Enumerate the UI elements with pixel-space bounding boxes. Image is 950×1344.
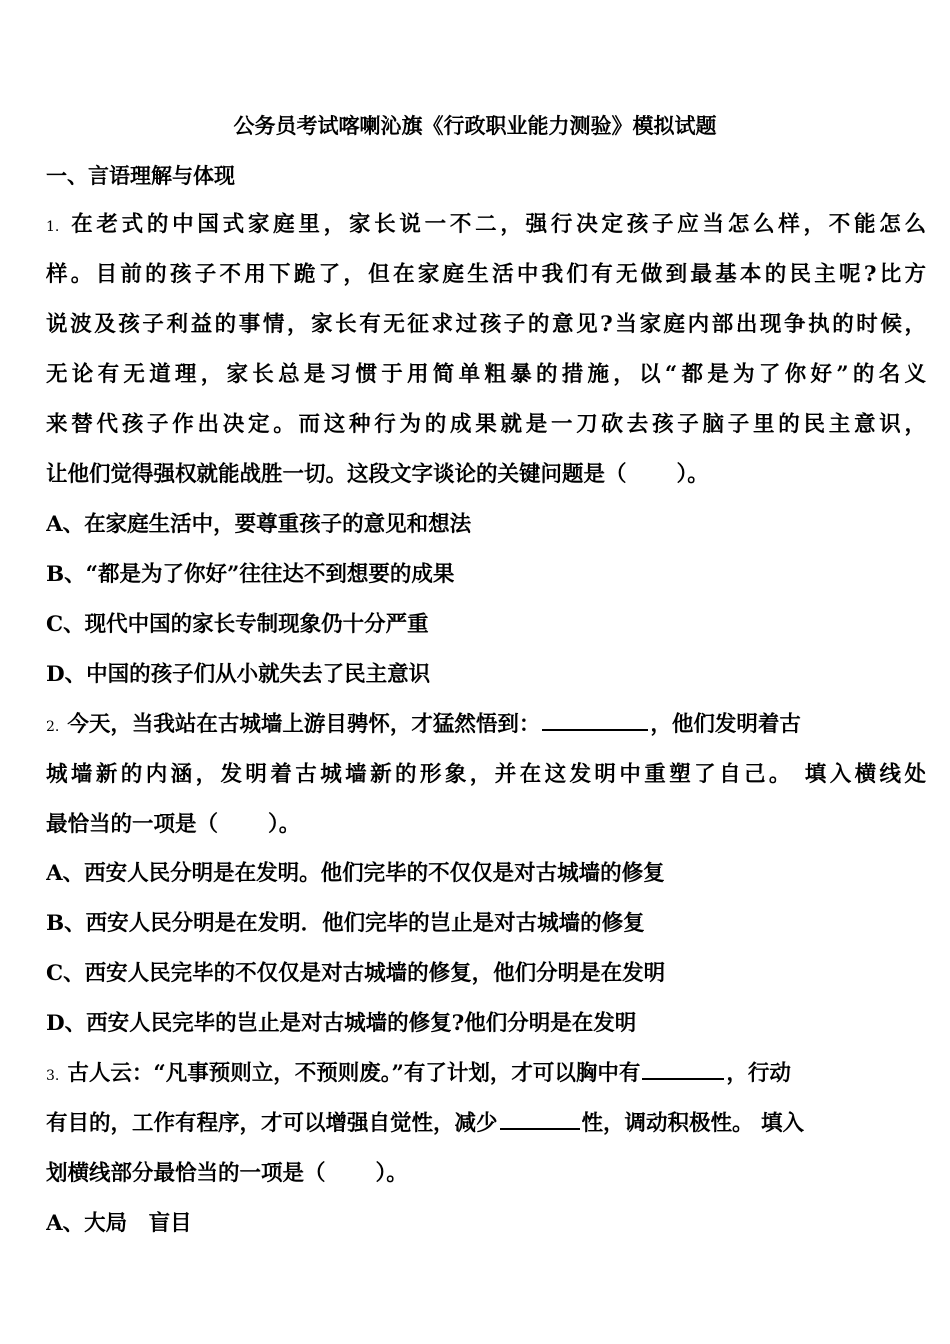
question-2-line-3: 最恰当的一项是（ ）。 [46,812,301,837]
question-2-option-c: C、西安人民完毕的不仅仅是对古城墙的修复，他们分明是在发明 [46,961,666,986]
question-1-option-d: D、中国的孩子们从小就失去了民主意识 [46,662,431,687]
question-2-option-a: A、西安人民分明是在发明。他们完毕的不仅仅是对古城墙的修复 [46,861,665,886]
question-2-line-1: 2. 今天，当我站在古城墙上游目骋怀，才猛然悟到： ，他们发明着古 [46,708,926,744]
question-2-option-d: D、西安人民完毕的岂止是对古城墙的修复?他们分明是在发明 [46,1011,637,1036]
question-1-line-5: 来替代孩子作出决定。而这种行为的成果就是一刀砍去孩子脑子里的民主意识， [46,412,926,437]
question-3-number: 3. [46,1068,60,1084]
fill-blank [500,1108,580,1130]
question-1-line-6: 让他们觉得强权就能战胜一切。这段文字谈论的关键问题是（ ）。 [46,462,709,487]
question-3-line-2: 有目的，工作有程序，才可以增强自觉性，减少 性，调动积极性。 填入 [46,1107,926,1141]
question-3-option-a: A、大局 盲目 [46,1211,192,1236]
fill-blank [542,709,648,731]
question-2-line-2: 城墙新的内涵，发明着古城墙新的形象，并在这发明中重塑了自己。 填入横线处 [46,762,926,787]
fill-blank [642,1058,724,1080]
question-1-option-b: B、“都是为了你好”往往达不到想要的成果 [46,562,455,587]
question-1-line-2: 样。目前的孩子不用下跪了，但在家庭生活中我们有无做到最基本的民主呢?比方 [46,262,926,287]
question-1-line-3: 说波及孩子利益的事情，家长有无征求过孩子的意见?当家庭内部出现争执的时候， [46,312,926,337]
question-1-line-4: 无论有无道理，家长总是习惯于用简单粗暴的措施，以“都是为了你好”的名义 [46,362,926,387]
question-2-number: 2. [46,719,60,735]
page-title: 公务员考试喀喇沁旗《行政职业能力测验》模拟试题 [233,113,717,138]
question-1-option-a: A、在家庭生活中，要尊重孩子的意见和想法 [46,512,472,537]
question-3-line-1: 3. 古人云：“凡事预则立，不预则废。”有了计划，才可以胸中有 ，行动 [46,1057,926,1093]
question-1-option-c: C、现代中国的家长专制现象仍十分严重 [46,612,429,637]
question-1-line-1: 1. 在老式的中国式家庭里，家长说一不二，强行决定孩子应当怎么样，不能怎么 [46,212,926,237]
question-3-line-3: 划横线部分最恰当的一项是（ ）。 [46,1161,408,1186]
question-1-number: 1. [46,219,60,235]
section-heading: 一、言语理解与体现 [46,163,235,188]
question-2-option-b: B、西安人民分明是在发明．他们完毕的岂止是对古城墙的修复 [46,911,645,936]
